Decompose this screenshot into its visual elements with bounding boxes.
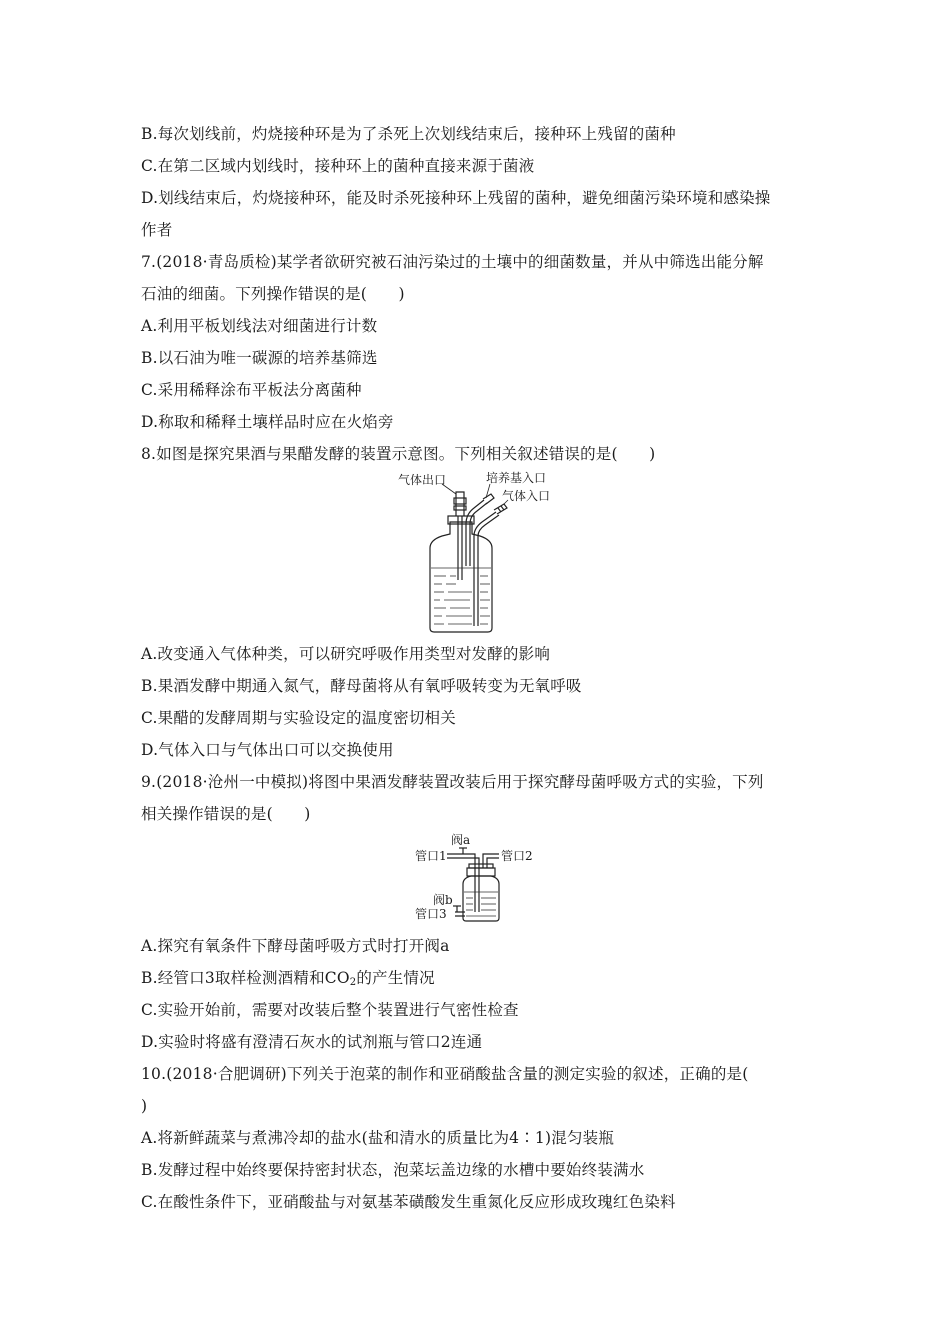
q10-stem: 10.(2018·合肥调研)下列关于泡菜的制作和亚硝酸盐含量的测定实验的叙述，正确的是( [141,1065,749,1083]
fermentation-apparatus-figure [380,470,580,636]
respiration-apparatus-figure [415,832,555,924]
q9-option-b-text-end: 的产生情况 [356,969,435,987]
q6-option-b: B.每次划线前，灼烧接种环是为了杀死上次划线结束后，接种环上残留的菌种 [141,125,676,143]
q9-option-b [141,967,435,994]
respiration-apparatus-drawing [415,832,555,924]
q9-option-d: D.实验时将盛有澄清石灰水的试剂瓶与管口2连通 [141,1033,483,1051]
q7-option-b: B.以石油为唯一碳源的培养基筛选 [141,349,378,367]
q10-option-a: A.将新鲜蔬菜与煮沸冷却的盐水(盐和清水的质量比为4∶1)混匀装瓶 [141,1129,615,1147]
q6-option-d-cont: 作者 [141,221,173,239]
q8-option-d: D.气体入口与气体出口可以交换使用 [141,741,394,759]
label-port-1: 管口1 [415,849,447,863]
q8-stem: 8.如图是探究果酒与果醋发酵的装置示意图。下列相关叙述错误的是( ) [141,445,656,463]
label-gas-inlet: 气体入口 [502,489,551,503]
q8-option-a: A.改变通入气体种类，可以研究呼吸作用类型对发酵的影响 [141,645,551,663]
q6-option-c: C.在第二区域内划线时，接种环上的菌种直接来源于菌液 [141,157,535,175]
q9-stem-cont: 相关操作错误的是( ) [141,805,311,823]
q10-option-c: C.在酸性条件下，亚硝酸盐与对氨基苯磺酸发生重氮化反应形成玫瑰红色染料 [141,1193,676,1211]
q8-option-c: C.果醋的发酵周期与实验设定的温度密切相关 [141,709,456,727]
q9-option-b-text: B.经管口3取样检测酒精和CO [141,969,350,987]
label-gas-outlet: 气体出口 [398,473,447,487]
q9-option-b-subscript: 2 [349,977,357,988]
q9-stem: 9.(2018·沧州一中模拟)将图中果酒发酵装置改装后用于探究酵母菌呼吸方式的实验，下列 [141,773,764,791]
q6-option-d: D.划线结束后，灼烧接种环，能及时杀死接种环上残留的菌种，避免细菌污染环境和感染操 [141,189,771,207]
label-valve-a: 阀a [451,833,471,847]
q9-option-c: C.实验开始前，需要对改装后整个装置进行气密性检查 [141,1001,519,1019]
label-port-2: 管口2 [501,849,533,863]
q9-option-a: A.探究有氧条件下酵母菌呼吸方式时打开阀a [141,937,450,955]
fermentation-apparatus-drawing [380,470,580,636]
label-port-3: 管口3 [415,907,447,921]
q10-option-b: B.发酵过程中始终要保持密封状态，泡菜坛盖边缘的水槽中要始终装满水 [141,1161,645,1179]
q7-stem-cont: 石油的细菌。下列操作错误的是( ) [141,285,405,303]
label-valve-b: 阀b [433,893,453,907]
q7-stem: 7.(2018·青岛质检)某学者欲研究被石油污染过的土壤中的细菌数量，并从中筛选出能分解 [141,253,764,271]
label-medium-inlet: 培养基入口 [486,471,547,485]
q8-option-b: B.果酒发酵中期通入氮气，酵母菌将从有氧呼吸转变为无氧呼吸 [141,677,582,695]
q7-option-c: C.采用稀释涂布平板法分离菌种 [141,381,362,399]
q7-option-a: A.利用平板划线法对细菌进行计数 [141,317,378,335]
q10-stem-cont: ) [141,1097,148,1115]
q7-option-d: D.称取和稀释土壤样品时应在火焰旁 [141,413,394,431]
